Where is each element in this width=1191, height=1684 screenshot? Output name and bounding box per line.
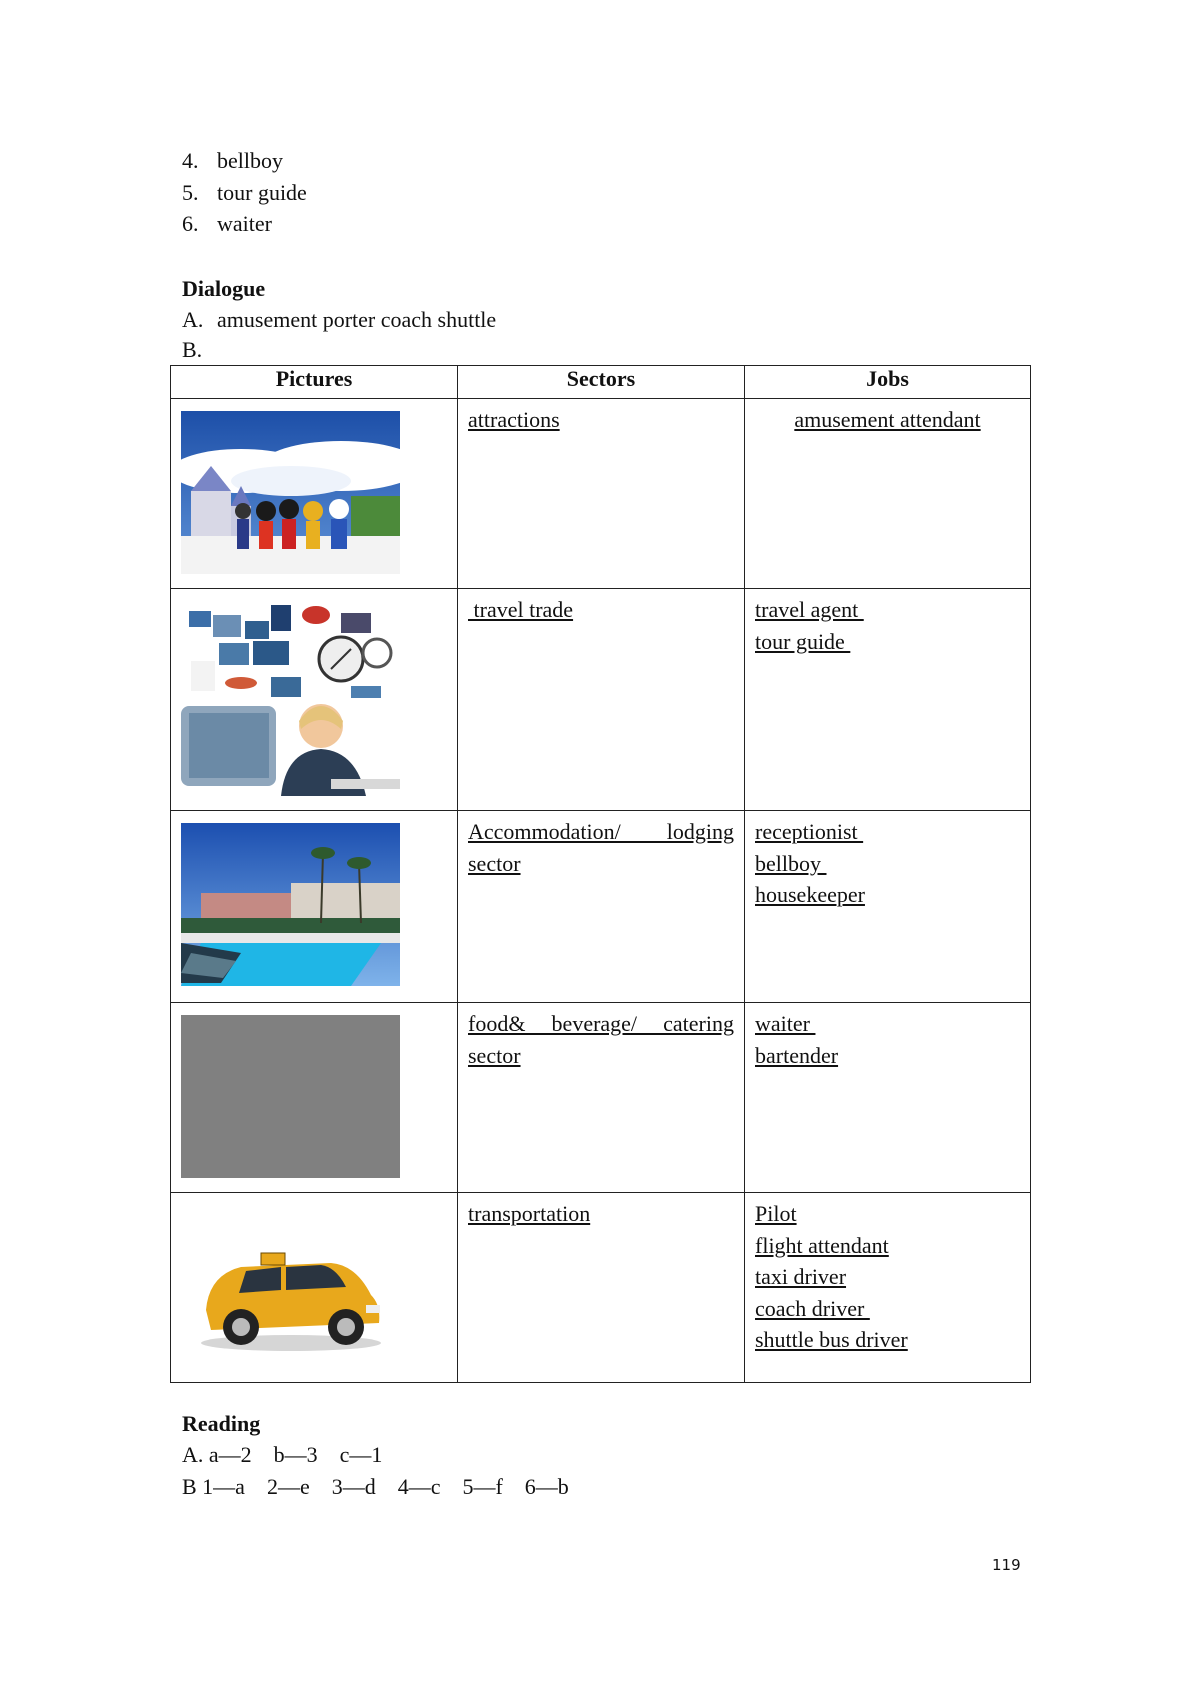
job-item: bellboy	[755, 850, 827, 876]
header-sectors: Sectors	[458, 366, 745, 399]
answer-list	[182, 145, 307, 240]
dialogue-line-a	[182, 307, 496, 333]
sector-cell	[458, 811, 745, 1003]
list-text: waiter	[217, 211, 272, 236]
list-item	[182, 208, 307, 240]
jobs-cell	[745, 399, 1031, 589]
resort-pool-photo	[181, 823, 400, 986]
header-pictures: Pictures	[171, 366, 458, 399]
table-row	[171, 399, 1031, 589]
job-item: bartender	[755, 1042, 839, 1068]
gray-placeholder-image	[181, 1015, 400, 1178]
table-row	[171, 1003, 1031, 1193]
taxi-car-photo	[181, 1205, 400, 1368]
sector-cell	[458, 589, 745, 811]
page-number: 119	[992, 1556, 1021, 1574]
job-item: Pilot	[755, 1201, 797, 1226]
sectors-table	[170, 365, 1031, 1383]
job-item: flight attendant	[755, 1232, 889, 1258]
list-item	[182, 145, 307, 177]
table-row	[171, 1193, 1031, 1383]
sector-text: travel trade	[468, 597, 574, 622]
jobs-cell	[745, 1193, 1031, 1383]
job-item: waiter	[755, 1011, 816, 1036]
dialogue-b-marker: B.	[182, 337, 203, 362]
picture-cell	[171, 1193, 458, 1383]
job-item: shuttle bus driver	[755, 1327, 908, 1352]
sector-cell	[458, 1193, 745, 1383]
travel-agent-collage-photo	[181, 601, 400, 796]
jobs-cell	[745, 811, 1031, 1003]
dialogue-a-text: amusement porter coach shuttle	[217, 307, 497, 332]
list-item	[182, 177, 307, 209]
job-item: coach driver	[755, 1295, 870, 1321]
list-text: tour guide	[217, 179, 307, 205]
picture-cell	[171, 811, 458, 1003]
sector-text: Accommodation/ lodging	[468, 819, 734, 844]
jobs-cell	[745, 1003, 1031, 1193]
job-item: amusement attendant	[794, 407, 981, 432]
job-item: taxi driver	[755, 1264, 847, 1289]
sector-text: transportation	[468, 1201, 591, 1226]
sector-text: sector	[468, 850, 521, 876]
list-number: 4.	[182, 148, 199, 173]
table-row	[171, 589, 1031, 811]
list-number: 6.	[182, 211, 199, 236]
sector-cell	[458, 399, 745, 589]
picture-cell	[171, 589, 458, 811]
reading-line-b: B 1—a 2—e 3—d 4—c 5—f 6—b	[182, 1474, 569, 1499]
sector-text: food& beverage/ catering	[468, 1011, 734, 1036]
table-header-row	[171, 366, 1031, 399]
reading-heading: Reading	[182, 1411, 261, 1436]
header-jobs: Jobs	[745, 366, 1031, 399]
sector-text: sector	[468, 1042, 521, 1068]
dialogue-a-marker: A.	[182, 307, 204, 332]
job-item: tour guide	[755, 628, 851, 654]
picture-cell	[171, 399, 458, 589]
dialogue-heading: Dialogue	[182, 276, 266, 301]
sector-text: attractions	[468, 407, 560, 432]
theme-park-characters-photo	[181, 411, 400, 574]
list-text: bellboy	[217, 148, 283, 173]
job-item: travel agent	[755, 597, 864, 622]
picture-cell	[171, 1003, 458, 1193]
reading-line-a: A. a—2 b—3 c—1	[182, 1442, 383, 1467]
job-item: housekeeper	[755, 882, 865, 907]
sector-cell	[458, 1003, 745, 1193]
jobs-cell	[745, 589, 1031, 811]
list-number: 5.	[182, 179, 199, 205]
job-item: receptionist	[755, 819, 864, 844]
table-row	[171, 811, 1031, 1003]
